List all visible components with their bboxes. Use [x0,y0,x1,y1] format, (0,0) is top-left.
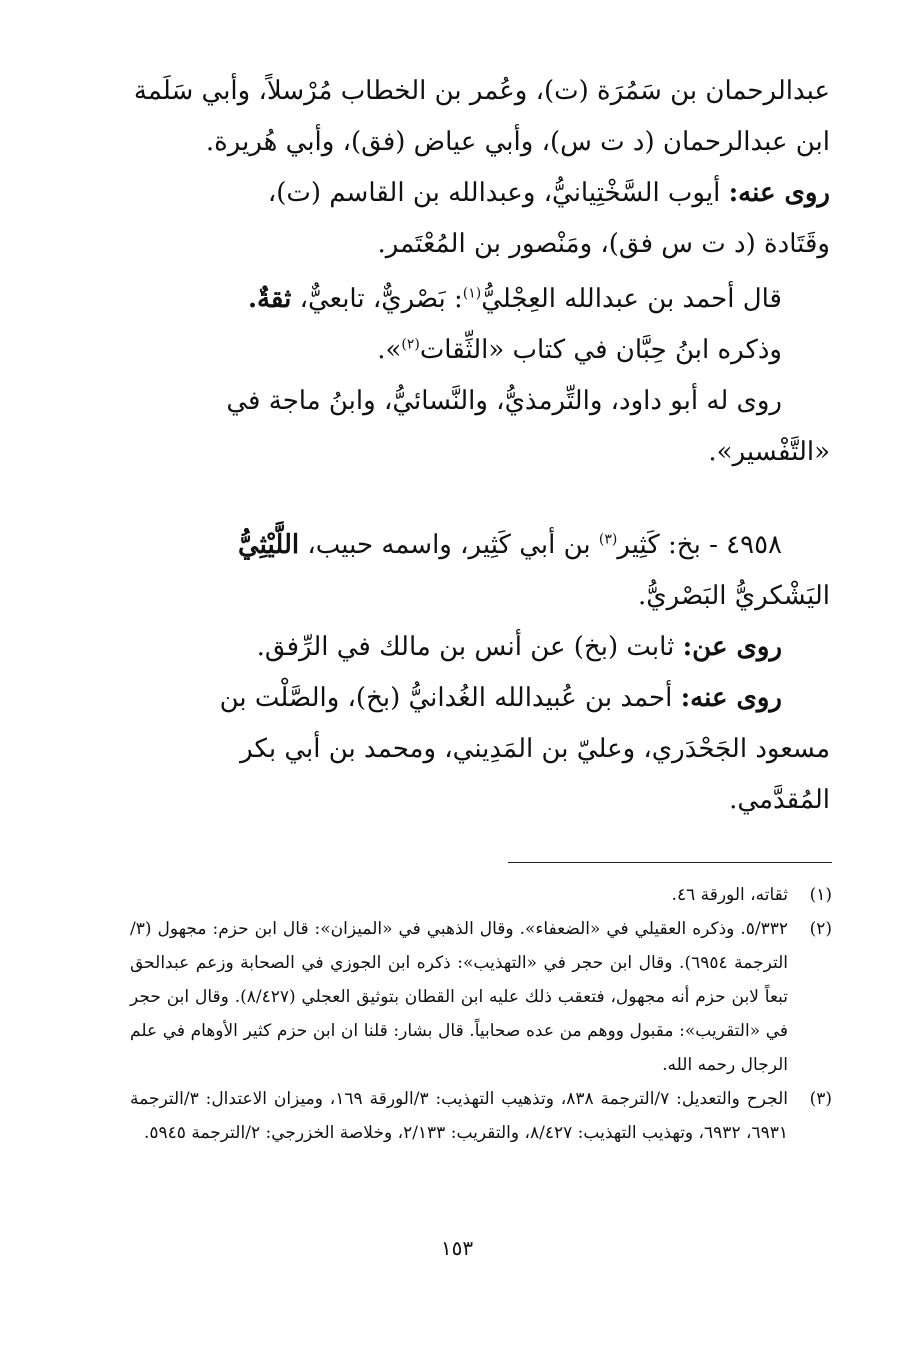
footnote-ref: (١) [462,285,482,302]
bold-term: اللَّيْثِيُّ [237,530,300,560]
text-line: روى له أبو داود، والتِّرمذيُّ، والنَّسائيُّ، وابنُ ماجة في [226,386,782,416]
bold-term: ثقةٌ. [247,284,292,314]
page-number: ١٥٣ [440,1236,474,1260]
paragraph-narrators-from-him [130,168,830,270]
footnote-number: (١) [809,885,832,905]
footnote [130,878,832,912]
section-label: روى عنه: [728,178,830,208]
text-line: أيوب السَّخْتِيانيُّ، وعبدالله بن القاسم (ت)، [267,178,729,208]
text-line: اليَشْكريُّ البَصْريُّ. [637,581,830,611]
footnote-text [130,912,788,1082]
paragraph-narrators-from-him [130,673,830,826]
text-line: وقَتَادة (د ت س فق)، ومَنْصور بن المُعْتَمر. [377,229,830,259]
paragraph-continuation [130,66,830,168]
text-segment: قال أحمد بن عبدالله العِجْليُّ [481,284,782,314]
footnote-line: الاعتدال: ٣/الترجمة ٦٩٣١، ٦٩٣٢، وتهذيب التهذيب: ٨/٤٢٧، والتقريب: [130,1089,788,1143]
footnote-number: (٢) [809,919,832,939]
section-label: روى عن: [682,632,782,662]
text-segment: ثابت (بخ) عن أنس بن مالك في الرِّفق. [256,632,683,662]
footnote-line: الجرح والتعديل: ٧/الترجمة ٨٣٨، وتذهيب التهذيب: ٣/الورقة ١٦٩، وميزان [273,1089,788,1109]
footnote-line: ٥/٣٣٢. وذكره العقيلي في «الضعفاء». وقال الذهبي في «الميزان»: قال ابن حزم: [212,919,789,939]
footnote-text [130,878,788,912]
text-segment: : بَصْريٌّ، تابعيٌّ، [291,284,463,314]
footnote-line: بتوثيق العجلي (٨/٤٢٧). وقال ابن حجر في «التقريب»: مقبول ووهم من عده [130,987,789,1041]
footnote-ref: (٢) [401,336,420,353]
text-segment: بن أبي كَثِير، واسمه حبيب، [299,530,599,560]
main-text [130,66,830,826]
section-label: روى عنه: [680,683,782,713]
text-line: عبدالرحمان بن سَمُرَة (ت)، وعُمر بن الخطاب مُرْسلاً، وأبي سَلَمة [133,76,830,106]
footnote [130,912,832,1082]
paragraph-narrated-from [130,622,830,673]
footnote-number: (٣) [809,1089,832,1109]
paragraph-ibn-hibban [130,325,830,376]
paragraph-ijli [130,274,830,325]
text-line: «التَّفْسير». [708,437,830,467]
footnote-line: ٢/١٣٣، وخلاصة الخزرجي: ٢/الترجمة ٥٩٤٥. [144,1123,446,1143]
footnote-line: مجهول (٣/الترجمة ٦٩٥٤). وقال ابن حجر في «التهذيب»: ذكره ابن الجوزي في [130,919,788,973]
footnote-divider [508,862,832,863]
footnote-line: ثقاته، الورقة ٤٦. [671,885,788,905]
text-segment: ». [377,335,402,365]
text-line: ابن عبدالرحمان (د ت س)، وأبي عياض (فق)، وأبي هُريرة. [205,127,830,157]
text-line: مسعود الجَحْدَري، وعليّ بن المَدِيني، ومحمد بن أبي بكر [240,734,830,764]
footnote-line: صحابياً. قال بشار: قلنا ان ابن حزم كثير الأوهام في علم الرجال رحمه الله. [130,1021,788,1075]
paragraph-narrated-by [130,376,830,478]
footnotes [130,878,832,1150]
footnote-text [130,1082,788,1150]
text-segment: وذكره ابنُ حِبَّان في كتاب «الثِّقات [419,335,782,365]
footnote-ref: (٣) [598,531,618,548]
text-line: المُقدَّمي. [729,785,830,815]
entry-heading [130,520,830,622]
footnote [130,1082,832,1150]
entry-number-name: ٤٩٥٨ - بخ: كَثِير [617,530,782,560]
footnote-line: الصحابة وزعم عبدالحق تبعاً لابن حزم أنه مجهول، فتعقب ذلك عليه ابن القطان [130,953,789,1007]
text-line: أحمد بن عُبيدالله الغُدانيُّ (بخ)، والصَّلْت بن [219,683,681,713]
